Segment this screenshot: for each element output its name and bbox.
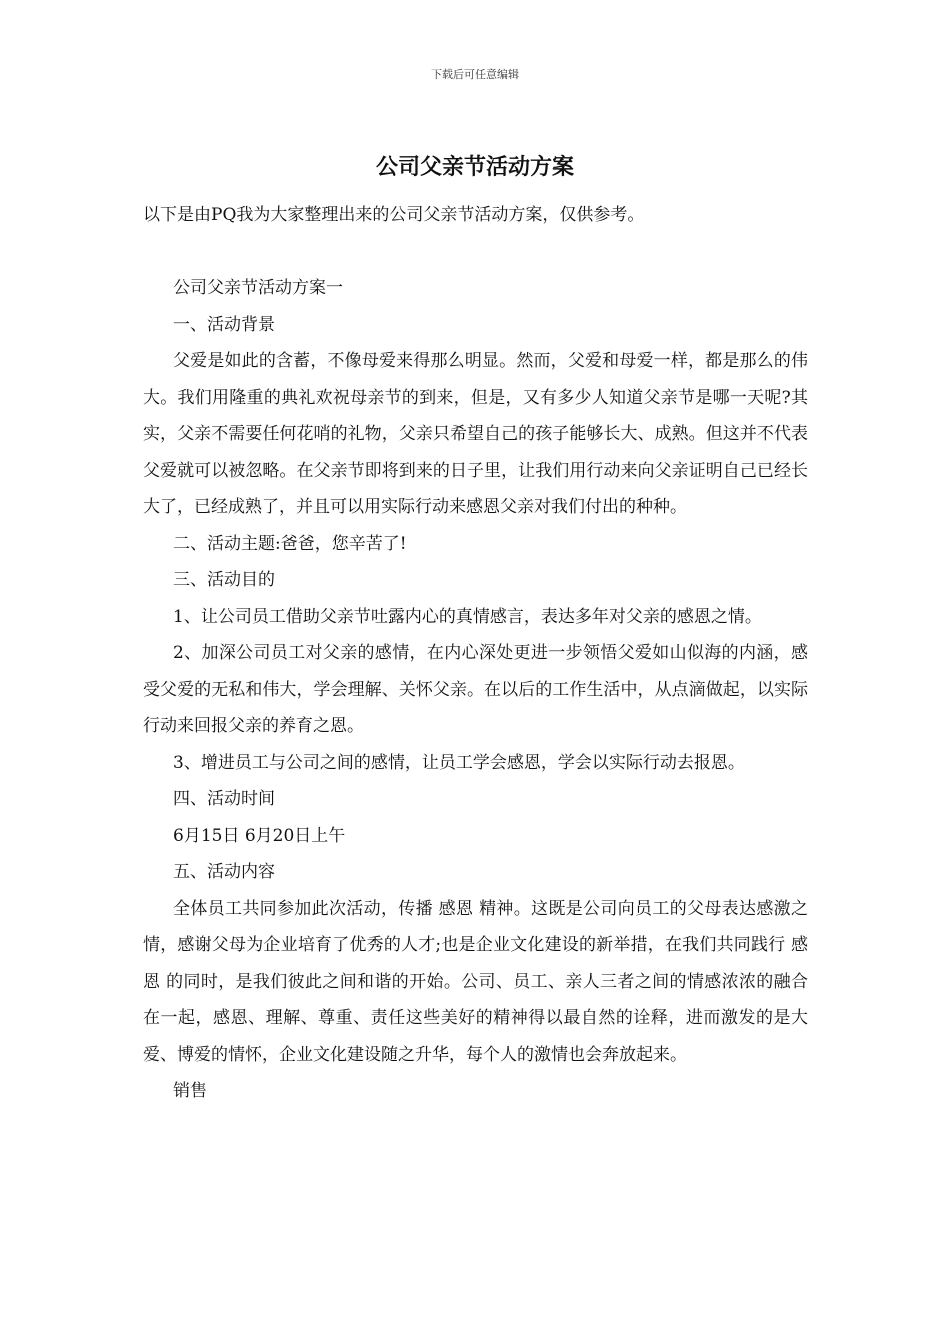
document-title: 公司父亲节活动方案	[375, 154, 574, 180]
purpose-item-3: 3、增进员工与公司之间的感情，让员工学会感恩，学会以实际行动去报恩。	[173, 752, 745, 773]
page-header-note: 下载后可任意编辑	[431, 68, 519, 81]
content-paragraph: 全体员工共同参加此次活动，传播 感恩 精神。这既是公司向员工的父母表达感激之情，感谢父母为企业培育了优秀的人才;也是企业文化建设的新举措，在我们共同践行 感恩 的同时，是我们彼此之间和谐的开始。公司、员工、亲人三者之间的情感浓浓的融合在一起，感恩、理解、尊重、责任这些美好的精神得以最自然的诠释，进而激发的是大爱、博爱的情怀，企业文化建设随之升华，每个人的激情也会奔放起来。	[143, 898, 808, 1065]
section-heading-purpose: 三、活动目的	[173, 570, 275, 590]
purpose-item-1: 1、让公司员工借助父亲节吐露内心的真情感言，表达多年对父亲的感恩之情。	[173, 606, 762, 627]
section-heading-content: 五、活动内容	[173, 862, 275, 882]
intro-paragraph: 以下是由PQ我为大家整理出来的公司父亲节活动方案，仅供参考。	[143, 205, 645, 225]
document-body	[143, 197, 808, 1110]
activity-time-value: 6月15日 6月20日上午	[173, 825, 346, 846]
sales-heading: 销售	[173, 1081, 207, 1101]
section-heading-time: 四、活动时间	[173, 789, 275, 809]
section-heading-plan-one: 公司父亲节活动方案一	[173, 278, 343, 298]
background-paragraph: 父爱是如此的含蓄，不像母爱来得那么明显。然而，父爱和母爱一样，都是那么的伟大。我们用隆重的典礼欢祝母亲节的到来，但是，又有多少人知道父亲节是哪一天呢?其实，父亲不需要任何花哨的礼物，父亲只希望自己的孩子能够长大、成熟。但这并不代表父爱就可以被忽略。在父亲节即将到来的日子里，让我们用行动来向父亲证明自己已经长大了，已经成熟了，并且可以用实际行动来感恩父亲对我们付出的种种。	[143, 351, 808, 517]
section-heading-theme: 二、活动主题:爸爸，您辛苦了!	[173, 533, 407, 554]
purpose-item-2: 2、加深公司员工对父亲的感情，在内心深处更进一步领悟父爱如山似海的内涵，感受父爱的无私和伟大，学会理解、关怀父亲。在以后的工作生活中，从点滴做起，以实际行动来回报父亲的养育之恩。	[143, 643, 808, 736]
section-heading-background: 一、活动背景	[173, 314, 275, 335]
